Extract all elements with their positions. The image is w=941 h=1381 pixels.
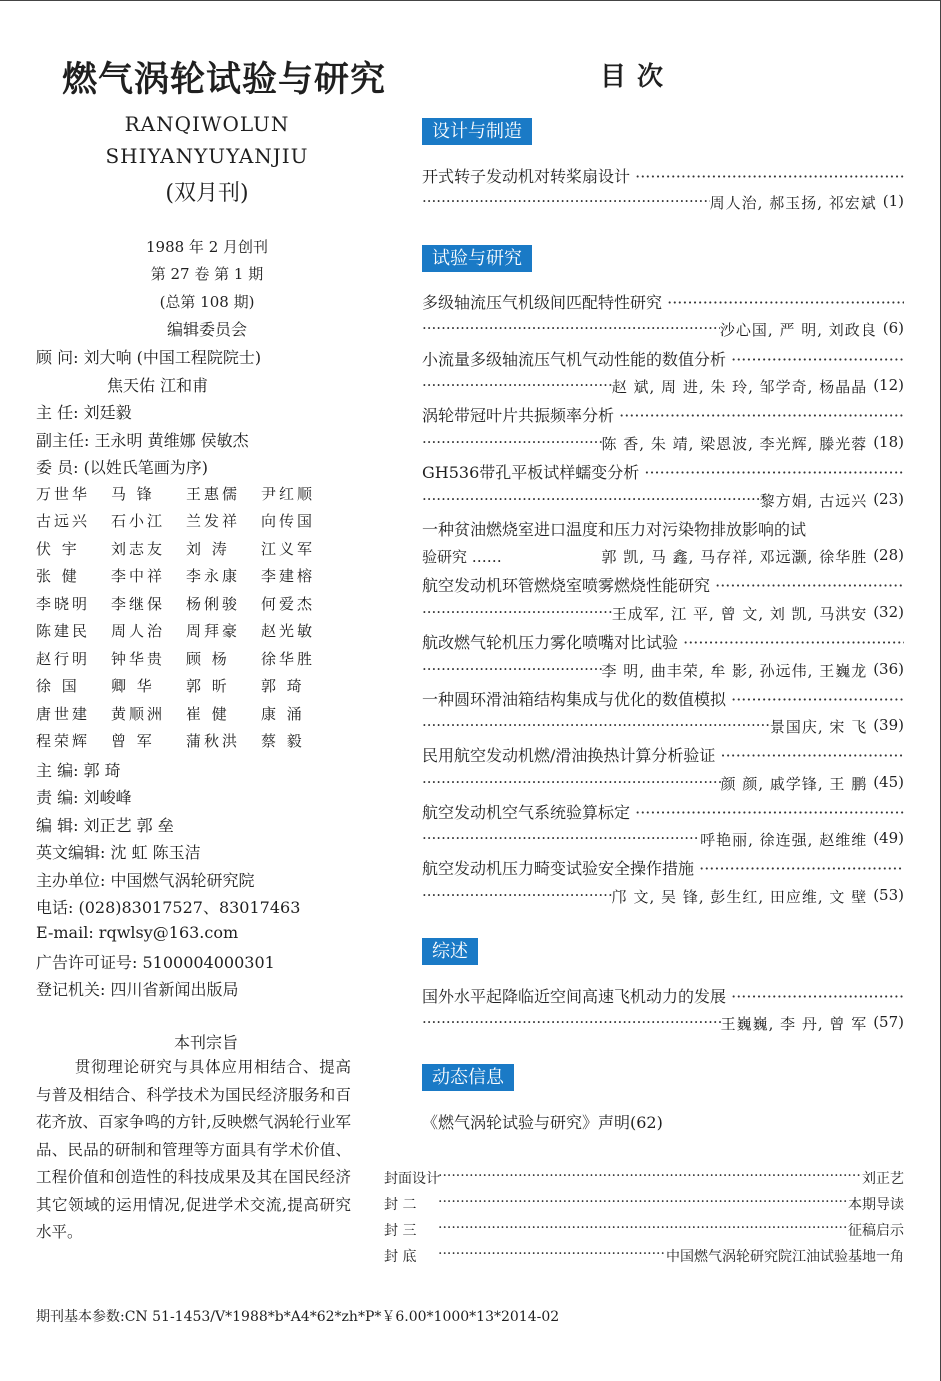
- article-authors: 李 明, 曲丰荣, 牟 影, 孙远伟, 王巍龙: [601, 662, 868, 680]
- member-name: 周拜豪: [186, 622, 241, 640]
- ad-license-line: 广告许可证号: 5100004000301: [36, 953, 275, 972]
- editors-line: 编 辑: 刘正艺 郭 垒: [36, 816, 174, 835]
- english-editors-line: 英文编辑: 沈 虹 陈玉洁: [36, 843, 201, 862]
- member-name: 张 健: [36, 567, 80, 585]
- member-row: [36, 565, 336, 586]
- member-name: 曾 军: [111, 732, 155, 750]
- toc-title: 目 次: [600, 62, 665, 92]
- article-authors: 陈 香, 朱 靖, 梁恩波, 李光辉, 滕光蓉: [601, 435, 868, 453]
- article-authors-row: [422, 433, 904, 454]
- article-title[interactable]: 航空发动机压力畸变试验安全操作措施 ·····: [422, 856, 904, 879]
- member-row: [36, 648, 336, 669]
- article-authors-row: [422, 660, 904, 681]
- director-line: 主 任: 刘廷毅: [36, 403, 132, 422]
- journal-parameters: 期刊基本参数:CN 51-1453/V*1988*b*A4*62*zh*P*￥6.00*1000*13*2014-02: [36, 1309, 560, 1325]
- section-review: 综述: [422, 938, 478, 965]
- member-name: 杨俐骏: [186, 595, 241, 613]
- editorial-board-heading: 编辑委员会: [166, 320, 247, 339]
- article-authors: 邝 文, 吴 锋, 彭生红, 田应维, 文 壁: [611, 888, 868, 906]
- article-authors: 颜 颜, 戚学锋, 王 鹏: [720, 775, 868, 793]
- mission-text: [36, 1054, 351, 1247]
- member-name: 蒲秋洪: [186, 732, 241, 750]
- member-name: 周人治: [111, 622, 166, 640]
- section-design-manufacturing: 设计与制造: [422, 118, 532, 145]
- article-authors-row: [422, 319, 904, 340]
- article-title[interactable]: 开式转子发动机对转桨扇设计 ·····: [422, 164, 904, 187]
- section-test-research: 试验与研究: [422, 245, 532, 272]
- article-authors-row: [422, 716, 904, 737]
- article-authors-row: [422, 829, 904, 850]
- member-name: 向传国: [261, 512, 316, 530]
- advisors-line-1: 顾 问: 刘大响 (中国工程院院士): [36, 348, 262, 367]
- article-authors-row: [422, 192, 904, 213]
- responsible-editor-line: 责 编: 刘峻峰: [36, 788, 132, 807]
- member-name: 李永康: [186, 567, 241, 585]
- vice-director-line: 副主任: 王永明 黄维娜 侯敏杰: [36, 431, 249, 450]
- member-row: [36, 703, 336, 724]
- total-issue: (总第 108 期): [159, 293, 255, 311]
- article-page: (18): [873, 433, 904, 451]
- cover-value: 征稿启示: [848, 1223, 904, 1239]
- cover-label: 封 二: [384, 1197, 417, 1213]
- article-authors-row: [422, 603, 904, 624]
- article-title[interactable]: 一种贫油燃烧室进口温度和压力对污染物排放影响的试: [422, 520, 807, 539]
- member-name: 古远兴: [36, 512, 91, 530]
- mission-body: 贯彻理论研究与具体应用相结合、提高与普及相结合、科学技术为国民经济服务和百花齐放、百家争鸣的方针,反映燃气涡轮行业军品、民品的研制和管理等方面具有学术价值、工程价值和创造性的科技成果及其在国民经济其它领域的运用情况,促进学术交流,提高研究水平。: [36, 1058, 351, 1241]
- article-authors: 王成军, 江 平, 曾 文, 刘 凯, 马洪安: [611, 605, 868, 623]
- cover-label: 封面设计: [384, 1171, 440, 1187]
- article-title[interactable]: 航空发动机环管燃烧室喷雾燃烧性能研究 ·····: [422, 573, 904, 596]
- article-page: (12): [873, 376, 904, 394]
- article-title[interactable]: 涡轮带冠叶片共振频率分析 ·····: [422, 403, 904, 426]
- member-name: 郭 昕: [186, 677, 230, 695]
- member-name: 钟华贵: [111, 650, 166, 668]
- article-authors-row: [422, 1013, 904, 1034]
- member-name: 李继保: [111, 595, 166, 613]
- article-authors: 景国庆, 宋 飞: [769, 718, 868, 736]
- member-name: 李建榕: [261, 567, 316, 585]
- member-name: 李中祥: [111, 567, 166, 585]
- advisors-line-2: 焦天佑 江和甫: [107, 376, 209, 395]
- article-authors-row: [422, 773, 904, 794]
- article-authors: 郭 凯, 马 鑫, 马存祥, 邓远灏, 徐华胜: [601, 548, 868, 566]
- article-title[interactable]: 《燃气涡轮试验与研究》声明(62): [422, 1113, 663, 1132]
- journal-pinyin-2: SHIYANYUYANJIU: [105, 144, 309, 168]
- cover-info-row: [384, 1220, 904, 1240]
- member-row: [36, 730, 336, 751]
- section-news: 动态信息: [422, 1064, 514, 1091]
- member-row: [36, 593, 336, 614]
- article-title[interactable]: 多级轴流压气机级间匹配特性研究 ·····: [422, 290, 904, 313]
- article-title[interactable]: GH536带孔平板试样蠕变分析 ·····: [422, 460, 904, 483]
- member-name: 陈建民: [36, 622, 91, 640]
- member-row: [36, 483, 336, 504]
- article-title[interactable]: 民用航空发动机燃/滑油换热计算分析验证 ·····: [422, 743, 904, 766]
- member-name: 卿 华: [111, 677, 155, 695]
- cover-value: 刘正艺: [862, 1171, 904, 1187]
- member-name: 黄顺洲: [111, 705, 166, 723]
- member-name: 江义军: [261, 540, 316, 558]
- cover-value: 本期导读: [848, 1197, 904, 1213]
- article-authors: 沙心国, 严 明, 刘政良: [719, 321, 877, 339]
- member-name: 刘志友: [111, 540, 166, 558]
- member-name: 蔡 毅: [261, 732, 305, 750]
- member-name: 程荣辉: [36, 732, 91, 750]
- journal-title: 燃气涡轮试验与研究: [62, 60, 387, 100]
- journal-frequency: (双月刊): [165, 181, 249, 206]
- article-page: (1): [882, 192, 904, 210]
- sponsor-line: 主办单位: 中国燃气涡轮研究院: [36, 871, 255, 890]
- member-row: [36, 510, 336, 531]
- chief-editor-line: 主 编: 郭 琦: [36, 761, 121, 780]
- email-line: E-mail: rqwlsy@163.com: [36, 923, 239, 942]
- article-authors: 呼艳丽, 徐连强, 赵维维: [700, 831, 868, 849]
- member-name: 万世华: [36, 485, 91, 503]
- member-name: 崔 健: [186, 705, 230, 723]
- member-row: [36, 538, 336, 559]
- member-name: 石小江: [111, 512, 166, 530]
- member-name: 康 涌: [261, 705, 305, 723]
- members-label: 委 员: (以姓氏笔画为序): [36, 458, 209, 477]
- cover-label: 封 底: [384, 1249, 417, 1265]
- member-name: 徐 国: [36, 677, 80, 695]
- article-page: (28): [873, 546, 904, 564]
- article-page: (6): [882, 319, 904, 337]
- member-name: 赵行明: [36, 650, 91, 668]
- volume-issue: 第 27 卷 第 1 期: [150, 265, 264, 283]
- cover-info-row: [384, 1194, 904, 1214]
- member-name: 郭 琦: [261, 677, 305, 695]
- article-title[interactable]: 航改燃气轮机压力雾化喷嘴对比试验 ·····: [422, 630, 904, 653]
- phone-line: 电话: (028)83017527、83017463: [36, 898, 301, 917]
- article-authors: 黎方娟, 古远兴: [759, 492, 868, 510]
- article-page: (57): [873, 1013, 904, 1031]
- member-name: 唐世建: [36, 705, 91, 723]
- founded-date: 1988 年 2 月创刊: [145, 238, 269, 256]
- article-page: (23): [873, 490, 904, 508]
- cover-info-row: [384, 1246, 904, 1266]
- article-authors-row: [422, 490, 904, 511]
- article-page: (36): [873, 660, 904, 678]
- member-name: 尹红顺: [261, 485, 316, 503]
- member-name: 伏 宇: [36, 540, 80, 558]
- member-row: [36, 620, 336, 641]
- article-page: (32): [873, 603, 904, 621]
- article-page: (45): [873, 773, 904, 791]
- member-name: 顾 杨: [186, 650, 230, 668]
- top-border: [0, 0, 941, 1]
- member-name: 王惠儒: [186, 485, 241, 503]
- article-title-cont: 验研究 ……: [422, 548, 502, 566]
- article-authors-row: [422, 376, 904, 397]
- member-name: 兰发祥: [186, 512, 241, 530]
- mission-title: 本刊宗旨: [173, 1033, 238, 1052]
- cover-label: 封 三: [384, 1223, 417, 1239]
- registration-line: 登记机关: 四川省新闻出版局: [36, 980, 239, 999]
- member-name: 刘 涛: [186, 540, 230, 558]
- cover-value: 中国燃气涡轮研究院江油试验基地一角: [666, 1249, 904, 1265]
- article-authors: 赵 斌, 周 进, 朱 玲, 邹学奇, 杨晶晶: [611, 378, 868, 396]
- article-authors-row: [422, 546, 904, 567]
- article-title[interactable]: 小流量多级轴流压气机气动性能的数值分析 ·····: [422, 347, 904, 370]
- journal-pinyin-1: RANQIWOLUN: [124, 112, 290, 136]
- article-page: (53): [873, 886, 904, 904]
- article-title[interactable]: 国外水平起降临近空间高速飞机动力的发展 ·····: [422, 984, 904, 1007]
- member-name: 何爱杰: [261, 595, 316, 613]
- article-title[interactable]: 一种圆环滑油箱结构集成与优化的数值模拟 ·····: [422, 687, 904, 710]
- member-name: 赵光敏: [261, 622, 316, 640]
- article-authors-row: [422, 886, 904, 907]
- article-authors: 周人治, 郝玉扬, 祁宏斌: [709, 194, 877, 212]
- member-row: [36, 675, 336, 696]
- member-name: 徐华胜: [261, 650, 316, 668]
- article-title[interactable]: 航空发动机空气系统验算标定 ·····: [422, 800, 904, 823]
- member-name: 李晓明: [36, 595, 91, 613]
- member-name: 马 锋: [111, 485, 155, 503]
- article-authors: 王巍巍, 李 丹, 曾 军: [720, 1015, 868, 1033]
- article-page: (39): [873, 716, 904, 734]
- article-page: (49): [873, 829, 904, 847]
- cover-info-row: [384, 1168, 904, 1188]
